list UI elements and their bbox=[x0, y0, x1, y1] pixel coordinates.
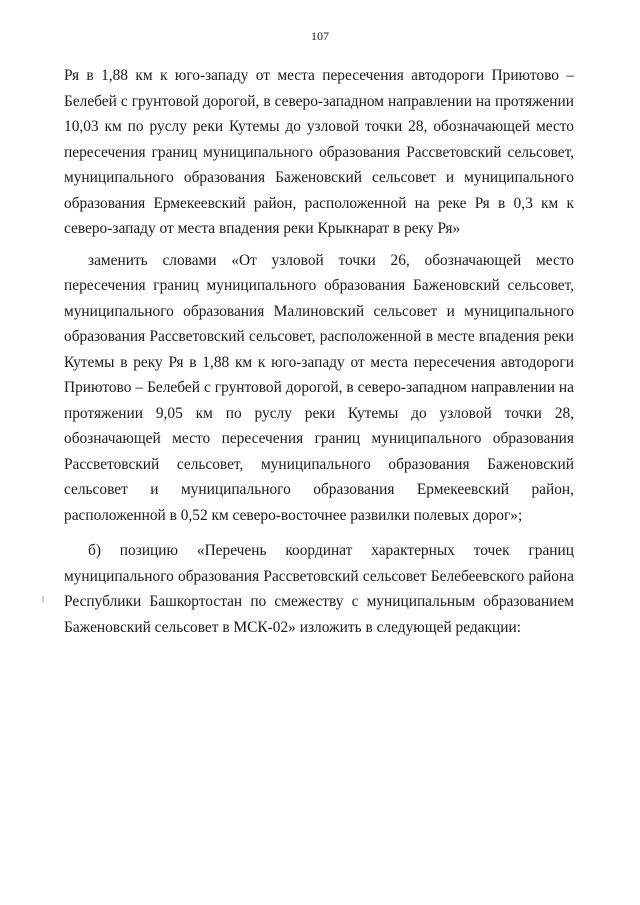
paragraph-continuation: Ря в 1,88 км к юго-западу от места пересечения автодороги Приютово – Белебей с грунтовой дорогой, в северо-западном направлении на протяжении 10,03 км по руслу реки Кутемы до узловой точки 28, обозначающей место пересечения границ муниципального образования Рассветовский сельсовет, муниципального образования Баженовский сельсовет и муниципального образования Ермекеевский район, расположенной на реке Ря в 0,3 км к северо-западу от места впадения реки Крыкнарат в реку Ря» bbox=[64, 67, 574, 237]
paragraph-replacement: заменить словами «От узловой точки 26, обозначающей место пересечения границ муниципального образования Баженовский сельсовет, муниципального образования Малиновский сельсовет и муниципального образования Рассветовский сельсовет, расположенной в месте впадения реки Кутемы в реку Ря в 1,88 км к юго-западу от места пересечения автодороги Приютово – Белебей с грунтовой дорогой, в северо-западном направлении на протяжении 9,05 км по руслу реки Кутемы до узловой точки 28, обозначающей место пересечения границ муниципального образования Рассветовский сельсовет, муниципального образования Баженовский сельсовет и муниципального образования Ермекеевский район, расположенной в 0,52 км северо-восточнее развилки полевых дорог»; bbox=[64, 251, 574, 524]
paragraph-item-b: б) позицию «Перечень координат характерных точек границ муниципального образования Рассветовский сельсовет Белебеевского района Республики Башкортостан по смежеству с муниципальным образованием Баженовский сельсовет в МСК-02» изложить в следующей редакции: bbox=[64, 542, 574, 636]
page-number: 107 bbox=[311, 29, 329, 43]
scan-margin-mark bbox=[42, 596, 44, 602]
document-body bbox=[64, 63, 574, 640]
